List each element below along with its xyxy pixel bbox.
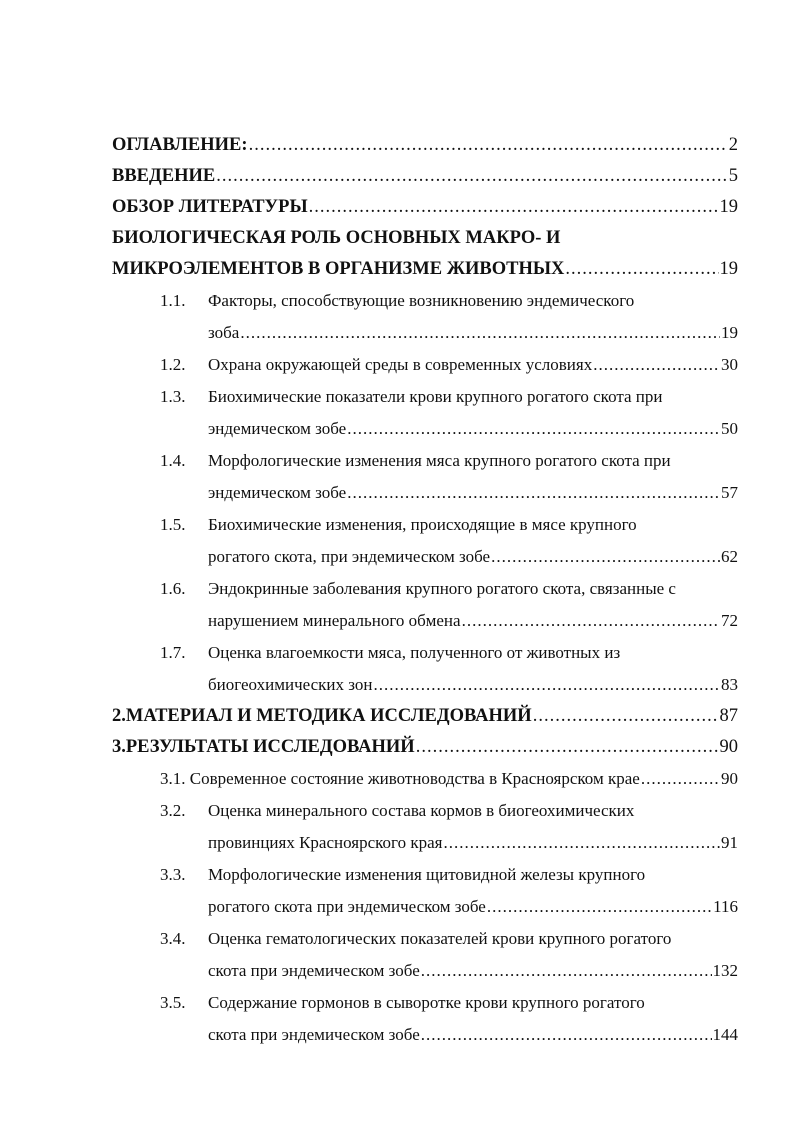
toc-page-number: 83 (721, 675, 738, 694)
toc-title: 3.РЕЗУЛЬТАТЫ ИССЛЕДОВАНИЙ (112, 737, 415, 757)
toc-page-number: 90 (719, 737, 738, 757)
dot-leader (641, 763, 720, 795)
dot-leader (533, 701, 719, 732)
dot-leader (593, 349, 720, 381)
toc-subtitle: Оценка влагоемкости мяса, полученного от животных из (208, 643, 621, 662)
toc-subentry (112, 445, 738, 477)
dot-leader (347, 477, 720, 509)
toc-entry-introduction (112, 161, 738, 192)
toc-subentry-continuation (112, 317, 738, 349)
toc-subtitle: эндемическом зобе (208, 483, 347, 502)
dot-leader (249, 130, 728, 161)
toc-subtitle: Биохимические изменения, происходящие в мясе крупного (208, 515, 637, 534)
dot-leader (487, 891, 712, 923)
toc-subtitle: нарушением минерального обмена (208, 611, 461, 630)
toc-page-number: 50 (721, 419, 738, 438)
dot-leader (462, 605, 720, 637)
toc-entry-contents (112, 130, 738, 161)
toc-entry-chapter-3 (112, 732, 738, 763)
toc-subtitle: Биохимические показатели крови крупного рогатого скота при (208, 387, 663, 406)
toc-subtitle: рогатого скота, при эндемическом зобе (208, 547, 491, 566)
toc-page-number: 2 (728, 135, 738, 155)
toc-subtitle: Охрана окружающей среды в современных условиях (208, 355, 593, 374)
table-of-contents (112, 130, 738, 1051)
toc-page-number: 144 (712, 1025, 738, 1044)
toc-subtitle: Содержание гормонов в сыворотке крови крупного рогатого (208, 993, 645, 1012)
toc-title: ВВЕДЕНИЕ (112, 166, 216, 186)
dot-leader (421, 1019, 712, 1051)
section-number: 1.2. (160, 355, 186, 374)
toc-subtitle: Морфологические изменения щитовидной железы крупного (208, 865, 646, 884)
toc-page-number: 19 (721, 323, 738, 342)
dot-leader (416, 732, 719, 763)
toc-page-number: 57 (721, 483, 738, 502)
toc-subtitle: провинциях Красноярского края (208, 833, 443, 852)
toc-subentry-continuation (112, 605, 738, 637)
toc-subentry (112, 987, 738, 1019)
toc-subentry-continuation (112, 413, 738, 445)
dot-leader (347, 413, 720, 445)
dot-leader (443, 827, 720, 859)
toc-subtitle: Оценка минерального состава кормов в биогеохимических (208, 801, 635, 820)
toc-subentry-continuation (112, 827, 738, 859)
toc-page-number: 90 (721, 769, 738, 788)
toc-page-number: 62 (721, 547, 738, 566)
toc-title: ОГЛАВЛЕНИЕ: (112, 135, 248, 155)
dot-leader (309, 192, 719, 223)
toc-subtitle: 3.1. Современное состояние животноводства в Красноярском крае (160, 769, 640, 788)
section-number: 1.6. (160, 579, 186, 598)
toc-page-number: 19 (719, 197, 738, 217)
toc-entry-biological-role-line2 (112, 254, 738, 285)
dot-leader (240, 317, 720, 349)
dot-leader (216, 161, 728, 192)
toc-subentry (112, 763, 738, 795)
section-number: 3.5. (160, 993, 186, 1012)
toc-page-number: 30 (721, 355, 738, 374)
toc-entry-chapter-2 (112, 701, 738, 732)
toc-page-number: 72 (721, 611, 738, 630)
toc-subentry-continuation (112, 477, 738, 509)
section-number: 1.1. (160, 291, 186, 310)
toc-subtitle: Эндокринные заболевания крупного рогатого скота, связанные с (208, 579, 676, 598)
dot-leader (373, 669, 720, 701)
toc-page-number: 116 (713, 897, 738, 916)
toc-title: 2.МАТЕРИАЛ И МЕТОДИКА ИССЛЕДОВАНИЙ (112, 706, 532, 726)
toc-subentry (112, 349, 738, 381)
toc-subtitle: скота при эндемическом зобе (208, 1025, 420, 1044)
toc-subtitle: биогеохимических зон (208, 675, 373, 694)
section-number: 3.4. (160, 929, 186, 948)
toc-subentry (112, 381, 738, 413)
toc-title: БИОЛОГИЧЕСКАЯ РОЛЬ ОСНОВНЫХ МАКРО- И (112, 228, 561, 248)
toc-page-number: 91 (721, 833, 738, 852)
dot-leader (565, 254, 718, 285)
toc-subentry-continuation (112, 955, 738, 987)
section-number: 1.7. (160, 643, 186, 662)
dot-leader (421, 955, 712, 987)
toc-subtitle: скота при эндемическом зобе (208, 961, 420, 980)
toc-subentry-continuation (112, 541, 738, 573)
section-number: 1.4. (160, 451, 186, 470)
toc-subentry (112, 859, 738, 891)
toc-subentry (112, 923, 738, 955)
toc-entry-literature-review (112, 192, 738, 223)
section-number: 3.2. (160, 801, 186, 820)
toc-entry-biological-role-line1 (112, 223, 738, 254)
toc-page-number: 132 (712, 961, 738, 980)
section-number: 3.3. (160, 865, 186, 884)
toc-subentry-continuation (112, 669, 738, 701)
toc-subtitle: Факторы, способствующие возникновению эндемического (208, 291, 635, 310)
toc-subtitle: Морфологические изменения мяса крупного рогатого скота при (208, 451, 671, 470)
toc-subentry-continuation (112, 1019, 738, 1051)
toc-subentry (112, 285, 738, 317)
toc-page-number: 5 (728, 166, 738, 186)
toc-subtitle: рогатого скота при эндемическом зобе (208, 897, 486, 916)
toc-subentry-continuation (112, 891, 738, 923)
toc-subentry (112, 509, 738, 541)
toc-subentry (112, 573, 738, 605)
toc-subtitle: Оценка гематологических показателей крови крупного рогатого (208, 929, 672, 948)
toc-subentry (112, 795, 738, 827)
toc-page-number: 87 (719, 706, 738, 726)
toc-title: ОБЗОР ЛИТЕРАТУРЫ (112, 197, 308, 217)
toc-subtitle: эндемическом зобе (208, 419, 347, 438)
dot-leader (491, 541, 720, 573)
section-number: 1.5. (160, 515, 186, 534)
toc-page-number: 19 (719, 259, 738, 279)
toc-subentry (112, 637, 738, 669)
toc-subtitle: зоба (208, 323, 240, 342)
toc-title: МИКРОЭЛЕМЕНТОВ В ОРГАНИЗМЕ ЖИВОТНЫХ (112, 259, 565, 279)
section-number: 1.3. (160, 387, 186, 406)
